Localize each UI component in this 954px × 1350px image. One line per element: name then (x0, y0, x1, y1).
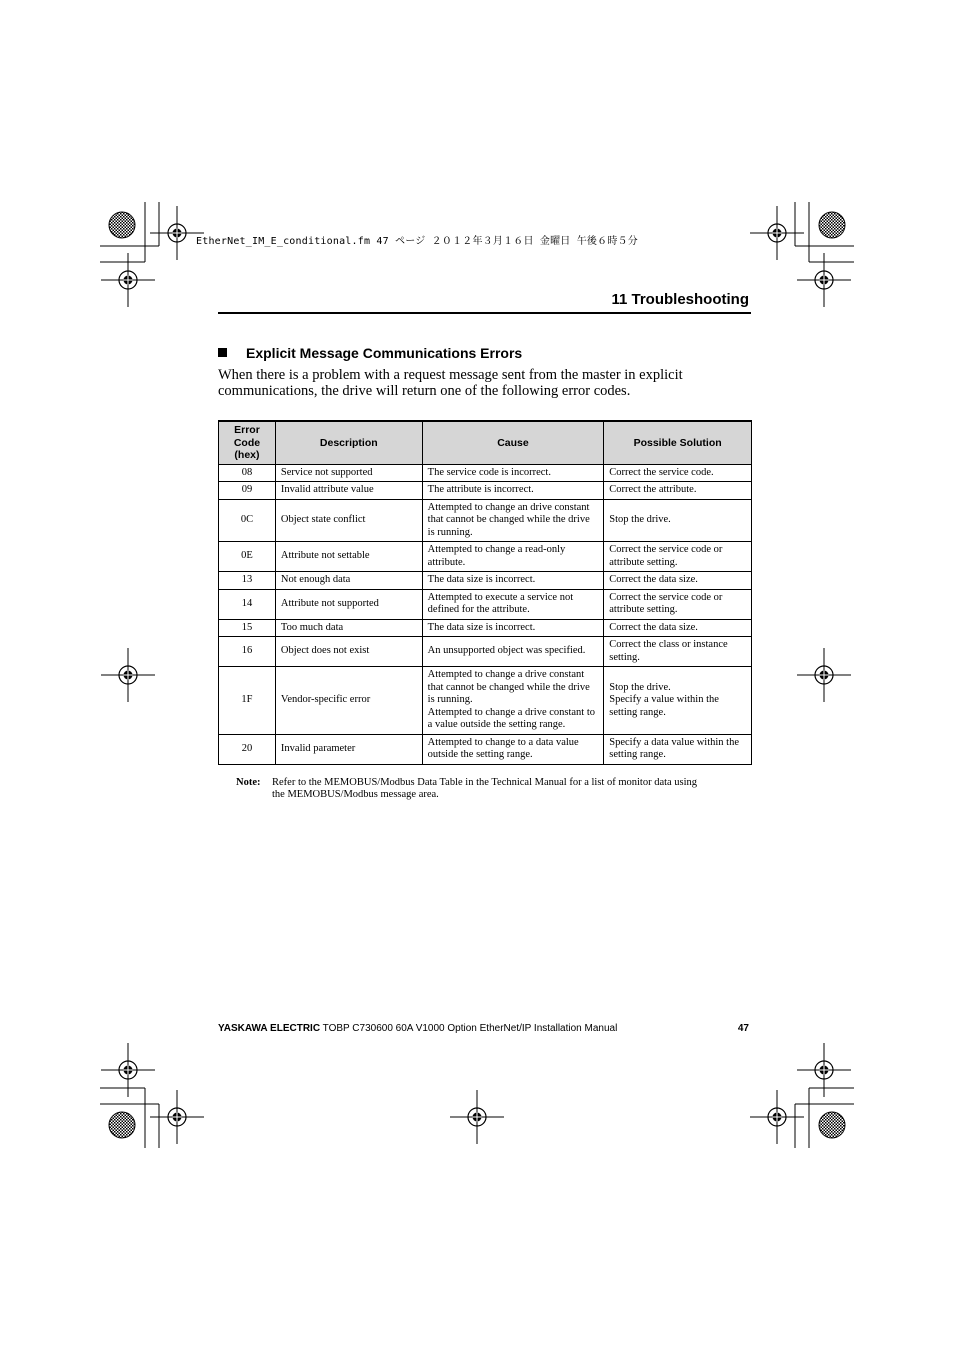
table-row (219, 734, 752, 764)
table-header-row (219, 421, 752, 464)
table-row (219, 589, 752, 619)
error-code-cell: 0C (219, 499, 276, 542)
table-row (219, 572, 752, 590)
section-heading-text: Explicit Message Communications Errors (246, 345, 523, 361)
table-row (219, 667, 752, 735)
header-cause: Cause (422, 421, 604, 464)
footer-brand: YASKAWA ELECTRIC (218, 1023, 321, 1034)
solution-cell: Stop the drive. Specify a value within the setting range. (604, 667, 752, 735)
description-cell: Too much data (275, 619, 422, 637)
error-code-cell: 08 (219, 464, 276, 482)
cause-cell: The data size is incorrect. (422, 572, 604, 590)
cause-cell: Attempted to change an drive constant that cannot be changed while the drive is running. (422, 499, 604, 542)
description-cell: Object state conflict (275, 499, 422, 542)
table-row (219, 482, 752, 500)
description-cell: Invalid parameter (275, 734, 422, 764)
error-code-cell: 13 (219, 572, 276, 590)
error-code-cell: 1F (219, 667, 276, 735)
chapter-title: 11 Troubleshooting (611, 291, 749, 308)
table-row (219, 464, 752, 482)
error-code-cell: 14 (219, 589, 276, 619)
error-code-cell: 15 (219, 619, 276, 637)
page-number: 47 (737, 1023, 749, 1034)
cause-cell: The data size is incorrect. (422, 619, 604, 637)
error-code-cell: 16 (219, 637, 276, 667)
table-row (219, 619, 752, 637)
header-error-code: Error Code (hex) (219, 421, 276, 464)
error-code-table (218, 420, 752, 765)
description-cell: Attribute not supported (275, 589, 422, 619)
cause-cell: Attempted to change a read-only attribute. (422, 542, 604, 572)
header-rule (218, 312, 751, 314)
solution-cell: Correct the service code or attribute setting. (604, 542, 752, 572)
header-possible-solution: Possible Solution (604, 421, 752, 464)
footer-manual-title: TOBP C730600 60A V1000 Option EtherNet/IP Installation Manual (320, 1023, 618, 1034)
square-bullet-icon (218, 348, 227, 357)
intro-paragraph: When there is a problem with a request message sent from the master in explicit communications, the drive will return one of the following error codes. (218, 367, 683, 399)
note-label: Note: (236, 777, 261, 788)
cause-cell: The attribute is incorrect. (422, 482, 604, 500)
solution-cell: Correct the service code. (604, 464, 752, 482)
solution-cell: Correct the service code or attribute setting. (604, 589, 752, 619)
description-cell: Invalid attribute value (275, 482, 422, 500)
file-info-line: EtherNet_IM_E_conditional.fm 47 ページ ２０１２年３月１６日 金曜日 午後６時５分 (196, 236, 638, 247)
description-cell: Attribute not settable (275, 542, 422, 572)
solution-cell: Correct the attribute. (604, 482, 752, 500)
table-row (219, 499, 752, 542)
error-code-cell: 20 (219, 734, 276, 764)
cause-cell: Attempted to change to a data value outside the setting range. (422, 734, 604, 764)
solution-cell: Correct the data size. (604, 572, 752, 590)
table-row (219, 542, 752, 572)
note-text: Refer to the MEMOBUS/Modbus Data Table in the Technical Manual for a list of monitor data using the MEMOBUS/Modbus message area. (272, 777, 698, 800)
error-code-cell: 09 (219, 482, 276, 500)
section-heading (218, 345, 522, 361)
description-cell: Service not supported (275, 464, 422, 482)
solution-cell: Specify a data value within the setting range. (604, 734, 752, 764)
cause-cell: The service code is incorrect. (422, 464, 604, 482)
table-row (219, 637, 752, 667)
header-description: Description (275, 421, 422, 464)
description-cell: Not enough data (275, 572, 422, 590)
cause-cell: Attempted to change a drive constant that cannot be changed while the drive is running. Attempted to change a drive constant to a value outside the setting range. (422, 667, 604, 735)
description-cell: Object does not exist (275, 637, 422, 667)
solution-cell: Correct the class or instance setting. (604, 637, 752, 667)
footer-text (218, 1023, 617, 1034)
cause-cell: Attempted to execute a service not defined for the attribute. (422, 589, 604, 619)
description-cell: Vendor-specific error (275, 667, 422, 735)
solution-cell: Correct the data size. (604, 619, 752, 637)
solution-cell: Stop the drive. (604, 499, 752, 542)
cause-cell: An unsupported object was specified. (422, 637, 604, 667)
error-code-cell: 0E (219, 542, 276, 572)
